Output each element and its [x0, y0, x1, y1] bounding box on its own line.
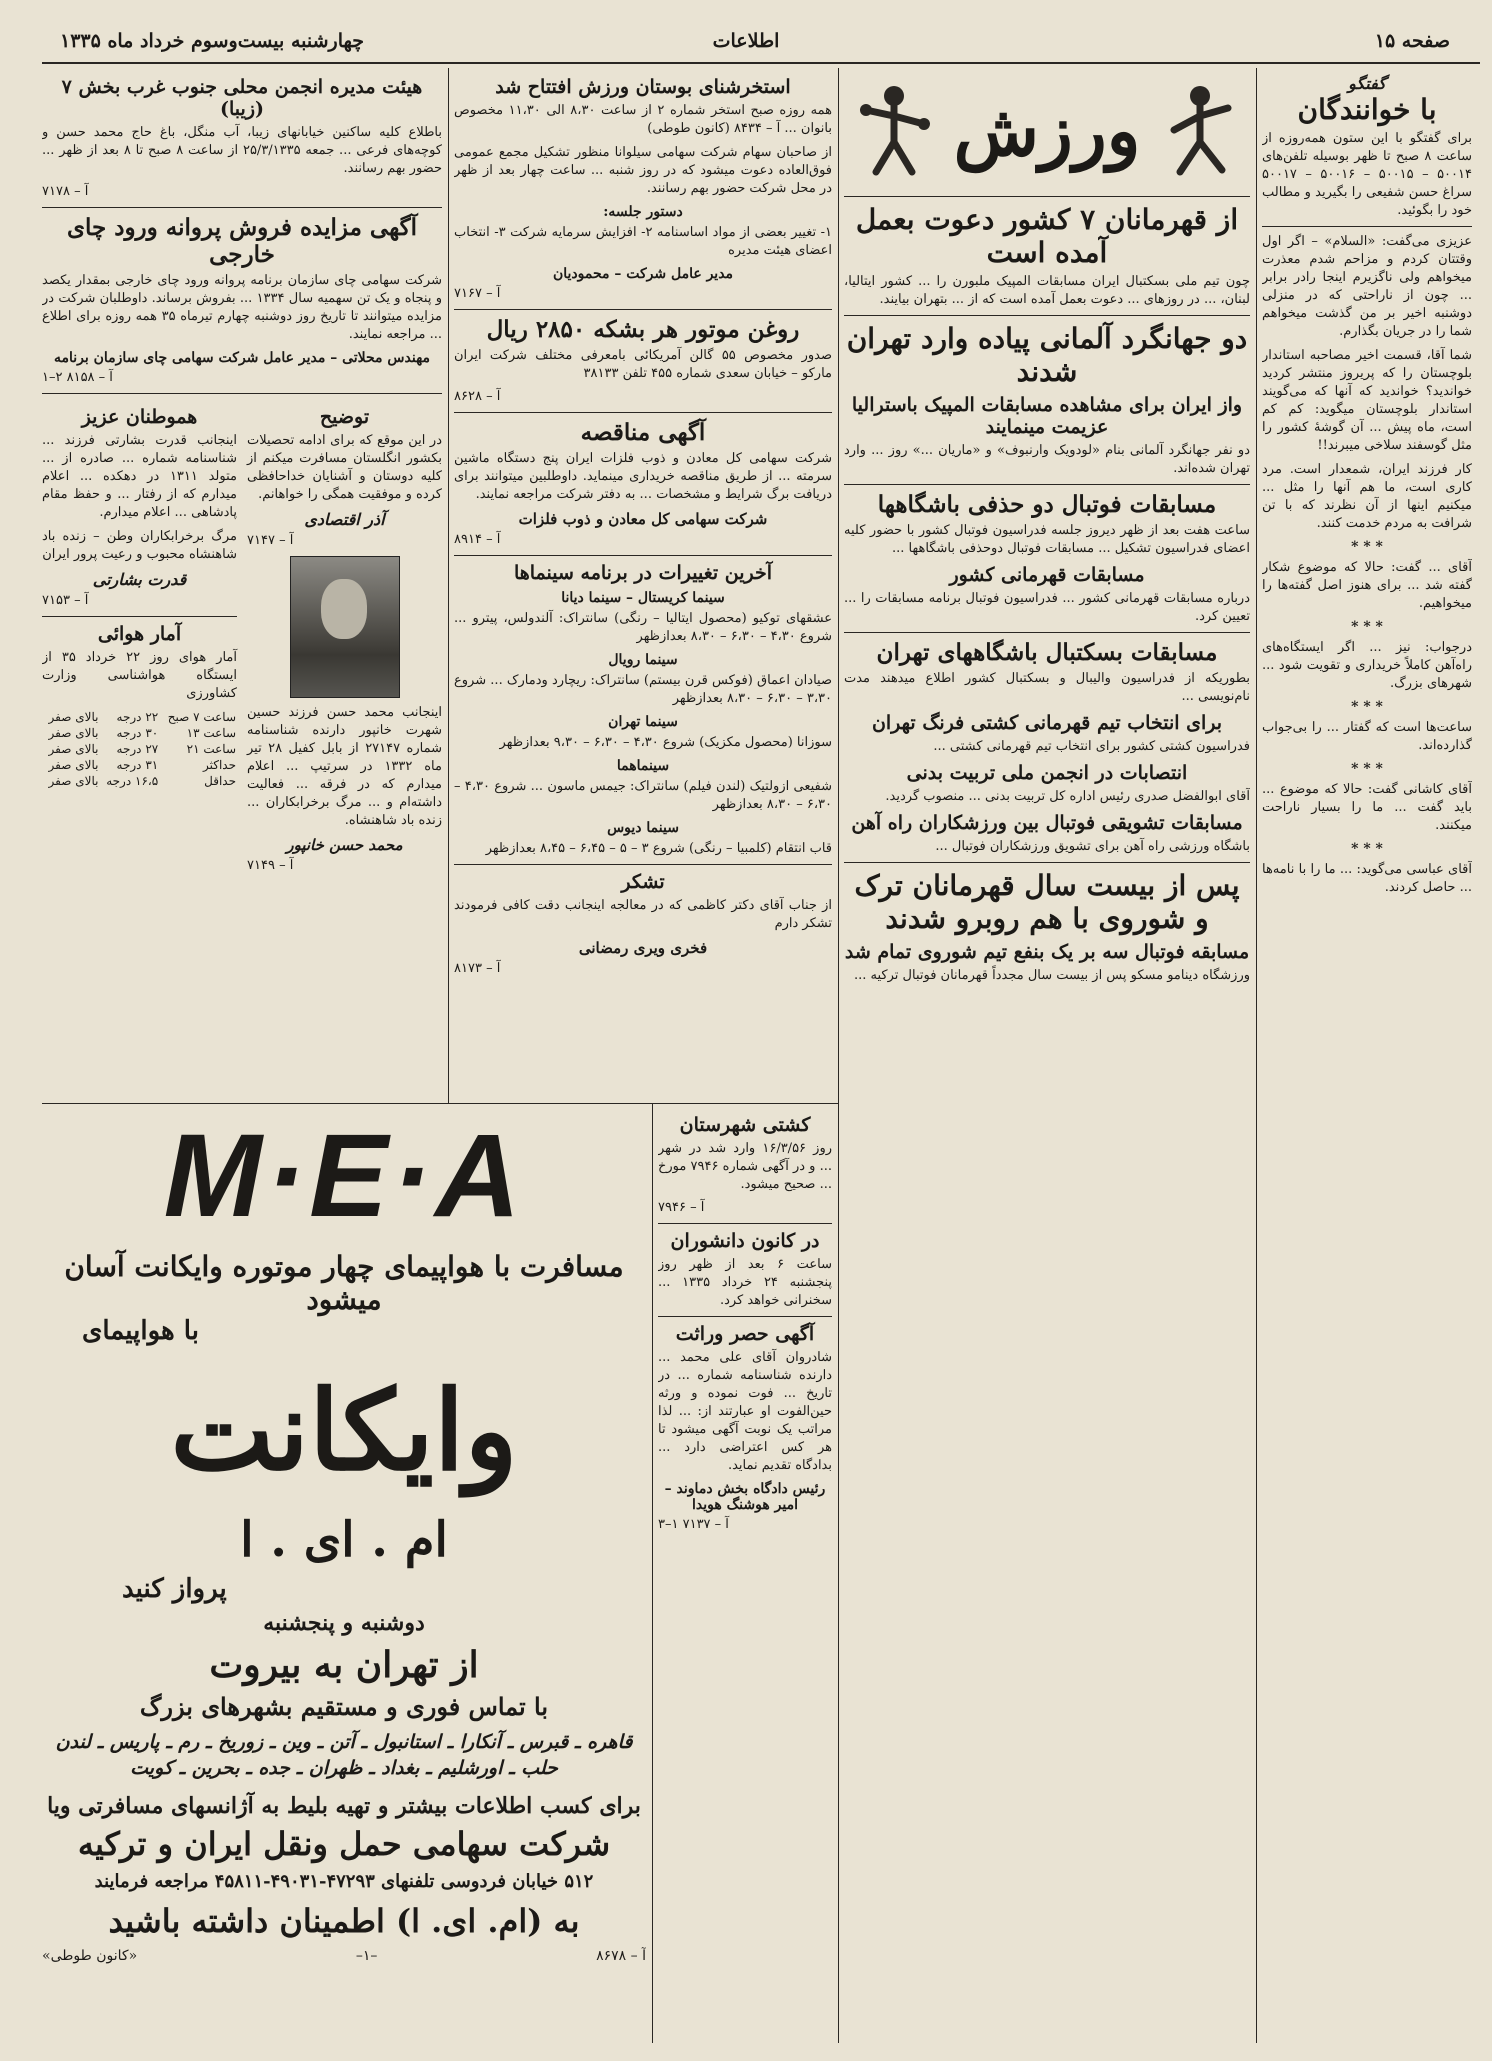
article-title: مسابقات تشویقی فوتبال بین ورزشکاران راه آهن — [851, 812, 1243, 834]
ad-body: از جناب آقای دکتر کاظمی که در معالجه اینجانب دقت کافی فرمودند تشکر دارم — [454, 898, 832, 931]
section-rule — [42, 1103, 838, 1104]
ad-body: همه روزه صبح استخر شماره ۲ از ساعت ۸،۳۰ الی ۱۱،۳۰ مخصوص بانوان ... آ – ۸۴۳۴ (کانون طوطی) — [454, 103, 832, 136]
article-title: از قهرمانان ۷ کشور دعوت بعمل آمده است — [855, 203, 1239, 269]
portrait-photo — [290, 556, 400, 698]
notices-row — [42, 400, 442, 881]
cinema-info: شفیعی ازولتیک (لندن فیلم) سانتراک: جیمس ماسون ... شروع ۴،۳۰ – ۶،۳۰ – ۸،۳۰ بعدازظهر — [454, 779, 832, 812]
sport-section — [844, 70, 1250, 2040]
ad-code: آ – ۸۶۷۸ — [596, 1948, 646, 1964]
cinema-info: عشقهای توکیو (محصول ایتالیا – رنگی) سانتراک: آلندولس، پیترو ... شروع ۴،۳۰ – ۶،۳۰ – ۸،۳۰ بعدازظهر — [454, 611, 832, 644]
ad-code: آ – ۸۶۲۸ — [454, 389, 501, 404]
ad-body: ساعت ۶ بعد از ظهر روز پنجشنبه ۲۴ خرداد ۱۳۳۵ ... سخنرانی خواهد کرد. — [658, 1257, 832, 1308]
ad-body: در این موقع که برای ادامه تحصیلات بکشور انگلستان مسافرت میکنم از کلیه دوستان و آشنایان خداحافظی کرده و موفقیت همگی را خواهانم. — [247, 433, 442, 502]
article-title: مسابقات بسکتبال باشگاههای تهران — [876, 639, 1218, 666]
column-paragraph: ساعت‌ها است که گفتار ... را بی‌جواب گذارده‌اند. — [1262, 720, 1472, 753]
ad-code: آ – ۷۱۴۹ — [247, 858, 294, 873]
page-number: صفحه ۱۵ — [1374, 30, 1450, 52]
ad-body: شرکت سهامی چای سازمان برنامه پروانه ورود چای خارجی بمقدار یکصد و پنجاه و یک تن سهمیه سال ۱۳۳۴ ... بفروش برساند. داوطلبان شرکت در مزایده میتوانند تا تاریخ روز دوشنبه چهارم تیرماه ۳۵ همه روزه برای اطلاع ... مراجعه نمایند. — [42, 273, 442, 342]
ad-body: صدور مخصوص ۵۵ گالن آمریکائی بامعرفی مختلف شرکت ایران مارکو – خیابان سعدی شماره ۴۵۵ تلفن ۳۸۱۳۳ — [454, 348, 832, 381]
ad-title: آگهی مناقصه — [580, 419, 706, 446]
ad-body: روز ۱۶/۳/۵۶ وارد شد در شهر ... و در آگهی شماره ۷۹۴۶ مورخ ... صحیح میشود. — [658, 1141, 832, 1192]
article-body: آقای ابوالفضل صدری رئیس اداره کل تربیت بدنی ... منصوب گردید. — [885, 789, 1250, 804]
cinema-info: صیادان اعماق (فوکس قرن بیستم) سانتراک: ریچارد ودمارک ... شروع ۳،۳۰ – ۶،۳۰ – ۸،۳۰ بعدازظهر — [454, 673, 832, 706]
ad-code: آ – ۷۱۳۷ ۱–۳ — [658, 1517, 729, 1532]
ads-column-left — [42, 70, 442, 1100]
city-list: قاهره ـ قبرس ـ آنکارا ـ استانبول ـ آتن ـ وین ـ زوریخ ـ رم ـ پاریس ـ لندن — [55, 1731, 633, 1753]
mea-advertisement — [42, 1108, 646, 2038]
ad-title: آگهی مزایده فروش پروانه ورود چای خارجی — [66, 214, 418, 268]
article-body: دو نفر جهانگرد آلمانی بنام «لودویک وارنبوف» و «ماریان ...» روز ... وارد تهران شده‌اند. — [844, 443, 1250, 476]
ad-code: آ – ۷۱۶۷ — [454, 286, 501, 301]
ad-body: ۱- تغییر بعضی از مواد اساسنامه ۲- افزایش سرمایه شرکت ۳- انتخاب اعضای هیئت مدیره — [454, 225, 832, 258]
mea-logo: M·E·A — [163, 1110, 525, 1242]
readers-column: گفتگو با خوانندگان برای گفتگو با این ستون همه‌روزه از ساعت ۸ صبح تا ظهر بوسیله تلفن‌های ۵۰۰۱۴ – ۵۰۰۱۵ – ۵۰۰۱۶ – ۵۰۰۱۷ سراغ حسن شفیعی را بگیرید و مطالب خود را بگوئید. عزیزی می‌گفت: «السلام» – اگر اول وقتتان کردم و مزاحم شدم معذرت میخواهم ولی ناگزیرم اینجا رادر برابر ... چون از ناراحتی که در منزلی دوشنبه اخیر بر من گذشت میخواهم شما را در جریان بگذارم. شما آقا، قسمت اخیر مصاحبه استاندار بلوچستان را که پریروز منتشر کردید خواندید؟ خواندید که آنها که می‌گویند استاندار بلوچستان میگوید: کم کم است، ماه پیش ... آن گوشهٔ کشور را مثل گوسفند سلاخی میبرند!! کار فرزند ایران، شمعدار است. مرد کاری است، ما هم آنها را مثل ... میکنیم اینها از آن نظرند که با تن شرافت به مردم خدمت کنند. * * * آقای ... گفت: حالا که موضوع شکار گفته شد ... برای هنوز اصل گفته‌ها را میخواهیم. * * * درجواب: نیز ... اگر ایستگاه‌های راه‌آهن کاملاً خریداری و تقویت شود ... شهرهای بزرگ. * * * ساعت‌ها است که گفتار ... را بی‌جواب گذارده‌اند. * * * آقای کاشانی گفت: حالا که موضوع ... باید گفت ... ما را بسیار ناراحت میکنند. * * * آقای عباسی می‌گوید: ... ما را با نامه‌ها ... حاصل کردند. — [1262, 74, 1472, 895]
ad-title: هیئت مدیره انجمن محلی جنوب غرب بخش ۷ (زیبا) — [61, 76, 423, 120]
trust-slogan: به (ام. ای. ا) اطمینان داشته باشید — [108, 1902, 580, 1940]
article-title: مسابقات قهرمانی کشور — [949, 564, 1145, 586]
cinema-list — [454, 590, 832, 858]
ads-column-lower — [658, 1108, 832, 2038]
column-kicker: گفتگو — [1348, 74, 1386, 93]
table-row: ساعت ۱۳ ۳۰ درجه بالای صفر — [48, 726, 236, 740]
athlete-icon — [1160, 80, 1240, 180]
cinema-name: سینما دیوس — [607, 820, 679, 836]
ad-title: تشکر — [621, 871, 665, 893]
ad-signature: محمد حسن خانپور — [286, 836, 403, 854]
notice-block — [247, 400, 442, 881]
ad-body: باطلاع کلیه ساکنین خیابانهای زیبا، آب منگل، باغ حاج محمد حسن و کوچه‌های فرعی ... جمعه ۲۵/۳/۱۳۳۵ از ساعت ۸ صبح تا ۸ بعد از ظهر ... حضور بهم رسانند. — [42, 125, 442, 176]
ad-signature: مدیر عامل شرکت – محمودیان — [552, 266, 734, 282]
ad-code: آ – ۷۱۴۷ — [247, 533, 294, 548]
notice-block — [42, 400, 237, 881]
cinema-info: سوزانا (محصول مکزیک) شروع ۴،۳۰ – ۶،۳۰ – ۹،۳۰ بعدازظهر — [499, 735, 832, 750]
table-row: حداکثر ۳۱ درجه بالای صفر — [48, 758, 236, 772]
ad-subtitle: دستور جلسه: — [603, 204, 683, 220]
column-paragraph: عزیزی می‌گفت: «السلام» – اگر اول وقتتان کردم و مزاحم شدم معذرت میخواهم ولی ناگزیرم اینجا رادر برابر ... چون از ناراحتی که در منزلی دوشنبه اخیر بر من گذشت میخواهم شما را در جریان بگذارم. — [1262, 234, 1472, 339]
weather-title: آمار هوائی — [97, 623, 182, 645]
article-subtitle: واز ایران برای مشاهده مسابقات المپیک باسترالیا عزیمت مینمایند — [851, 394, 1243, 438]
column-divider — [1256, 68, 1257, 2043]
ad-body: از صاحبان سهام شرکت سهامی سیلوانا منظور تشکیل مجمع عمومی فوق‌العاده دعوت میشود که در روز شنبه ... ساعت چهار بعد از ظهر در محل شرکت حضور بهم رسانند. — [454, 145, 832, 196]
ad-title: توضیح — [319, 406, 370, 428]
ad-code: آ – ۷۹۴۶ — [658, 1200, 705, 1215]
article-body: بطوریکه از فدراسیون والیبال و بسکتبال کشور اطلاع میدهند مدت نام‌نویسی ... — [844, 671, 1250, 704]
ad-code: آ – ۸۹۱۴ — [454, 532, 501, 547]
ad-body: شرکت سهامی کل معادن و ذوب فلزات ایران پنج دستگاه ماشین سرمته ... از طریق مناقصه خریداری مینماید. داوطلبین میتوانند برای دریافت برگ شرایط و مشخصات ... به دفتر شرکت مراجعه نمایند. — [454, 451, 832, 502]
viscount-brand: وایکانت — [170, 1366, 518, 1495]
article-title: پس از بیست سال قهرمانان ترک و شوروی با هم روبرو شدند — [854, 869, 1240, 935]
article-body: ورزشگاه دینامو مسکو پس از بیست سال مجدداً قهرمانان فوتبال ترکیه ... — [854, 968, 1250, 983]
company-address: ۵۱۲ خیابان فردوسی تلفنهای ۴۷۲۹۳-۴۹۰۳۱-۴۵۸۱۱ مراجعه فرمایند — [94, 1871, 594, 1892]
connections: با تماس فوری و مستقیم بشهرهای بزرگ — [139, 1692, 549, 1721]
ad-code: آ – ۸۱۵۸ ۲–۱ — [42, 370, 113, 385]
column-paragraph: درجواب: نیز ... اگر ایستگاه‌های راه‌آهن کاملاً خریداری و تقویت شود ... شهرهای بزرگ. — [1262, 640, 1472, 691]
column-paragraph: کار فرزند ایران، شمعدار است. مرد کاری است، ما هم آنها را مثل ... میکنیم اینها از آن نظرند که با تن شرافت به مردم خدمت کنند. — [1262, 462, 1472, 531]
sport-banner — [844, 70, 1250, 190]
column-divider — [652, 1103, 653, 2043]
article-body: باشگاه ورزشی راه آهن برای تشویق ورزشکاران فوتبال ... — [935, 839, 1250, 854]
cinema-name: سینما کریستال – سینما دیانا — [561, 590, 725, 606]
ad-signature: رئیس دادگاه بخش دماوند – امیر هوشنگ هویدا — [664, 1481, 826, 1513]
newspaper-name: اطلاعات — [712, 30, 780, 52]
company-name: شرکت سهامی حمل ونقل ایران و ترکیه — [77, 1825, 611, 1863]
column-paragraph: آقای کاشانی گفت: حالا که موضوع ... باید گفت ... ما را بسیار ناراحت میکنند. — [1262, 782, 1472, 833]
article-body: درباره مسابقات قهرمانی کشور ... فدراسیون فوتبال برنامه مسابقات را ... تعیین کرد. — [844, 591, 1250, 624]
cinema-name: سینما تهران — [608, 714, 678, 730]
sport-title: ورزش — [953, 88, 1141, 172]
article-body: چون تیم ملی بسکتبال ایران مسابقات المپیک ملبورن را ... کشور ایتالیا، لبنان، ... در روزهای ... دعوت بعمل آمده است که از ... بتهران بیایند. — [844, 274, 1250, 307]
info-line: برای کسب اطلاعات بیشتر و تهیه بلیط به آژانسهای مسافرتی ویا — [47, 1793, 641, 1819]
cinema-item — [454, 820, 832, 858]
cinema-item — [454, 652, 832, 708]
masthead-rule — [42, 62, 1480, 64]
ad-signature: فخری ویری رمضانی — [578, 939, 708, 957]
column-paragraph: آقای عباسی می‌گوید: ... ما را با نامه‌ها ... حاصل کردند. — [1262, 862, 1472, 895]
article-title: مسابقات فوتبال دو حذفی باشگاهها — [877, 491, 1217, 518]
table-row: ساعت ۷ صبح ۲۲ درجه بالای صفر — [48, 710, 236, 724]
column-divider — [838, 68, 839, 2043]
ad-title: آخرین تغییرات در برنامه سینماها — [513, 562, 773, 584]
ad-title: کشتی شهرستان — [679, 1114, 811, 1136]
cinema-item — [454, 758, 832, 814]
article-title: دو جهانگرد آلمانی پیاده وارد تهران شدند — [846, 322, 1248, 388]
ad-signature: قدرت بشارتی — [92, 570, 187, 589]
ad-signature: شرکت سهامی کل معادن و ذوب فلزات — [518, 510, 768, 528]
column-title: با خوانندگان — [1297, 93, 1437, 126]
column-divider — [448, 68, 449, 1103]
agency-mark: «کانون طوطی» — [42, 1948, 138, 1964]
ad-body: مرگ برخرابکاران وطن – زنده باد شاهنشاه محبوب و رعیت پرور ایران — [42, 529, 237, 562]
article-body: ساعت هفت بعد از ظهر دیروز جلسه فدراسیون فوتبال کشور با حضور کلیه اعضای فدراسیون تشکیل ... مسابقات فوتبال دوحذفی باشگاهها ... — [844, 523, 1250, 556]
ads-column-middle — [454, 70, 832, 1100]
issue-date: چهارشنبه بیست‌وسوم خرداد ماه ۱۳۳۵ — [60, 30, 364, 52]
ad-title: هموطنان عزیز — [81, 406, 198, 428]
cinema-name: سینما رویال — [608, 652, 678, 668]
ad-signature: مهندس محلاتی – مدیر عامل شرکت سهامی چای سازمان برنامه — [53, 350, 431, 366]
article-subtitle: مسابقه فوتبال سه بر یک بنفع تیم شوروی تمام شد — [844, 941, 1250, 963]
mea-acronym: ام . ای . ا — [240, 1512, 448, 1568]
ad-body: شادروان آقای علی محمد ... دارنده شناسنامه شماره ... در تاریخ ... فوت نموده و ورثه حین‌الفوت او عبارتند از: ... لذا مراتب یک نوبت آگهی میشود تا هر کس اعتراضی دارد ... بدادگاه تقدیم نماید. — [658, 1350, 832, 1473]
cinema-info: قاب انتقام (کلمبیا – رنگی) شروع ۳ – ۵ – ۶،۴۵ – ۸،۴۵ بعدازظهر — [485, 841, 832, 856]
ad-headline: مسافرت با هواپیمای چهار موتوره وایکانت آسان میشود — [64, 1250, 624, 1316]
ad-code: آ – ۷۱۵۳ — [42, 593, 89, 608]
flight-route: از تهران به بیروت — [209, 1644, 479, 1686]
cinema-item — [454, 714, 832, 752]
article-body: فدراسیون کشتی کشور برای انتخاب تیم قهرمانی کشتی ... — [933, 739, 1250, 754]
weather-table — [42, 709, 237, 789]
photo-caption: اینجانب محمد حسن فرزند حسین شهرت خانپور دارنده شناسنامه شماره ۲۷۱۴۷ از بابل کفیل ۲۸ تیر ماه ۱۳۳۲ در سرتیپ ... اعلام میدارم که در فرقه ... فعالیت داشته‌ام و ... مرگ برخرابکاران ... زنده باد شاهنشاه. — [247, 705, 442, 828]
column-intro: برای گفتگو با این ستون همه‌روزه از ساعت ۸ صبح تا ظهر بوسیله تلفن‌های ۵۰۰۱۴ – ۵۰۰۱۵ – ۵۰۰۱۶ – ۵۰۰۱۷ سراغ حسن شفیعی را بگیرید و مطالب خود را بگوئید. — [1262, 131, 1472, 218]
ad-title: روغن موتور هر بشکه ۲۸۵۰ ریال — [486, 316, 800, 343]
flight-days: دوشنبه و پنجشنبه — [263, 1610, 425, 1636]
ad-body: اینجانب قدرت بشارتی فرزند ... شناسنامه شماره ... صادره از ... متولد ۱۳۱۱ در دهکده ... اعلام میدارم که از رفتار ... و حفظ مقام پادشاهی ... اعلام میدارم. — [42, 433, 237, 520]
weather-intro: آمار هوای روز ۲۲ خرداد ۳۵ از ایستگاه هواشناسی وزارت کشاورزی — [42, 650, 238, 701]
city-list: حلب ـ اورشلیم ـ بغداد ـ ظهران ـ جده ـ بحرین ـ کویت — [130, 1757, 558, 1779]
fly-label: پرواز کنید — [122, 1574, 227, 1604]
column-paragraph: آقای ... گفت: حالا که موضوع شکار گفته شد ... برای هنوز اصل گفته‌ها را میخواهیم. — [1262, 560, 1472, 611]
column-paragraph: شما آقا، قسمت اخیر مصاحبه استاندار بلوچستان را که پریروز منتشر کردید خواندید؟ خواندید که آنها که می‌گویند استاندار بلوچستان میگوید: کم کم است، ماه پیش ... آن گوشهٔ کشور را مثل گوسفند سلاخی میبرند!! — [1262, 348, 1472, 453]
article-title: برای انتخاب تیم قهرمانی کشتی فرنگ تهران — [871, 712, 1223, 734]
ad-title: آگهی حصر وراثت — [675, 1323, 815, 1345]
table-row: حداقل ۱۶،۵ درجه بالای صفر — [48, 774, 236, 788]
ad-title: در کانون دانشوران — [670, 1230, 820, 1252]
table-row: ساعت ۲۱ ۲۷ درجه بالای صفر — [48, 742, 236, 756]
ad-signature: آذر اقتصادی — [304, 510, 385, 529]
page-mark: –۱– — [355, 1948, 378, 1964]
ad-footer — [42, 1948, 646, 1964]
ad-subheadline: با هواپیمای — [82, 1316, 199, 1346]
ad-code: آ – ۷۱۷۸ — [42, 184, 89, 199]
cinema-name: سینماهما — [616, 758, 670, 774]
article-title: انتصابات در انجمن ملی تربیت بدنی — [906, 762, 1188, 784]
boxer-icon — [854, 80, 934, 180]
ad-code: آ – ۸۱۷۳ — [454, 961, 501, 976]
ad-title: استخرشنای بوستان ورزش افتتاح شد — [495, 76, 791, 98]
cinema-item — [454, 590, 832, 646]
